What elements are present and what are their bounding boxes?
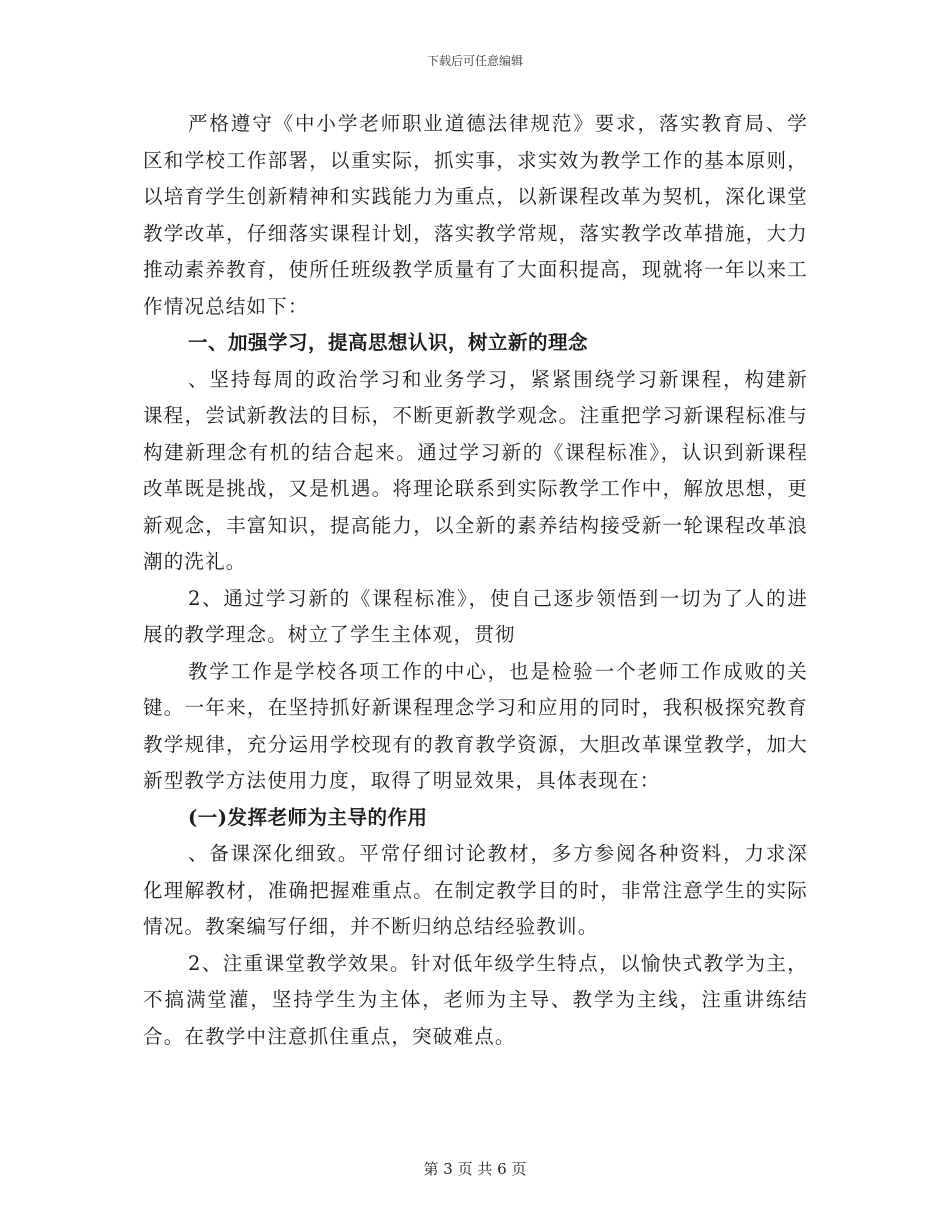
body-paragraph: 教学工作是学校各项工作的中心，也是检验一个老师工作成败的关键。一年来，在坚持抓好新课程理念学习和应用的同时，我积极探究教育教学规律，充分运用学校现有的教育教学资源，大胆改革课堂教学，加大新型教学方法使用力度，取得了明显效果，具体表现在： [143,659,808,792]
intro-paragraph: 严格遵守《中小学老师职业道德法律规范》要求，落实教育局、学区和学校工作部署，以重实际，抓实事，求实效为教学工作的基本原则，以培育学生创新精神和实践能力为重点，以新课程改革为契机，深化课堂教学改革，仔细落实课程计划，落实教学常规，落实教学改革措施，大力推动素养教育，使所任班级教学质量有了大面积提高，现就将一年以来工作情况总结如下： [143,112,808,318]
page-header-note: 下载后可任意编辑 [426,54,523,68]
document-body [143,106,808,1055]
body-paragraph: 2、注重课堂教学效果。针对低年级学生特点，以愉快式教学为主，不搞满堂灌，坚持学生为主体，老师为主导、教学为主线，注重讲练结合。在教学中注意抓住重点，突破难点。 [143,951,808,1048]
section-heading-1: 一、加强学习，提高思想认识，树立新的理念 [188,331,589,354]
body-paragraph: 、备课深化细致。平常仔细讨论教材，多方参阅各种资料，力求深化理解教材，准确把握难重点。在制定教学目的时，非常注意学生的实际情况。教案编写仔细，并不断归纳总结经验教训。 [143,842,808,938]
section-heading-2: (一)发挥老师为主导的作用 [188,805,428,829]
page-number: 第 3 页 共 6 页 [423,1160,527,1178]
body-paragraph: 、坚持每周的政治学习和业务学习，紧紧围绕学习新课程，构建新课程，尝试新教法的目标，不断更新教学观念。注重把学习新课程标准与构建新理念有机的结合起来。通过学习新的《课程标准》，认识到新课程改革既是挑战，又是机遇。将理论联系到实际教学工作中，解放思想，更新观念，丰富知识，提高能力，以全新的素养结构接受新一轮课程改革浪潮的洗礼。 [143,367,808,573]
body-paragraph: 2、通过学习新的《课程标准》，使自己逐步领悟到一切为了人的进展的教学理念。树立了学生主体观，贯彻 [143,586,808,646]
